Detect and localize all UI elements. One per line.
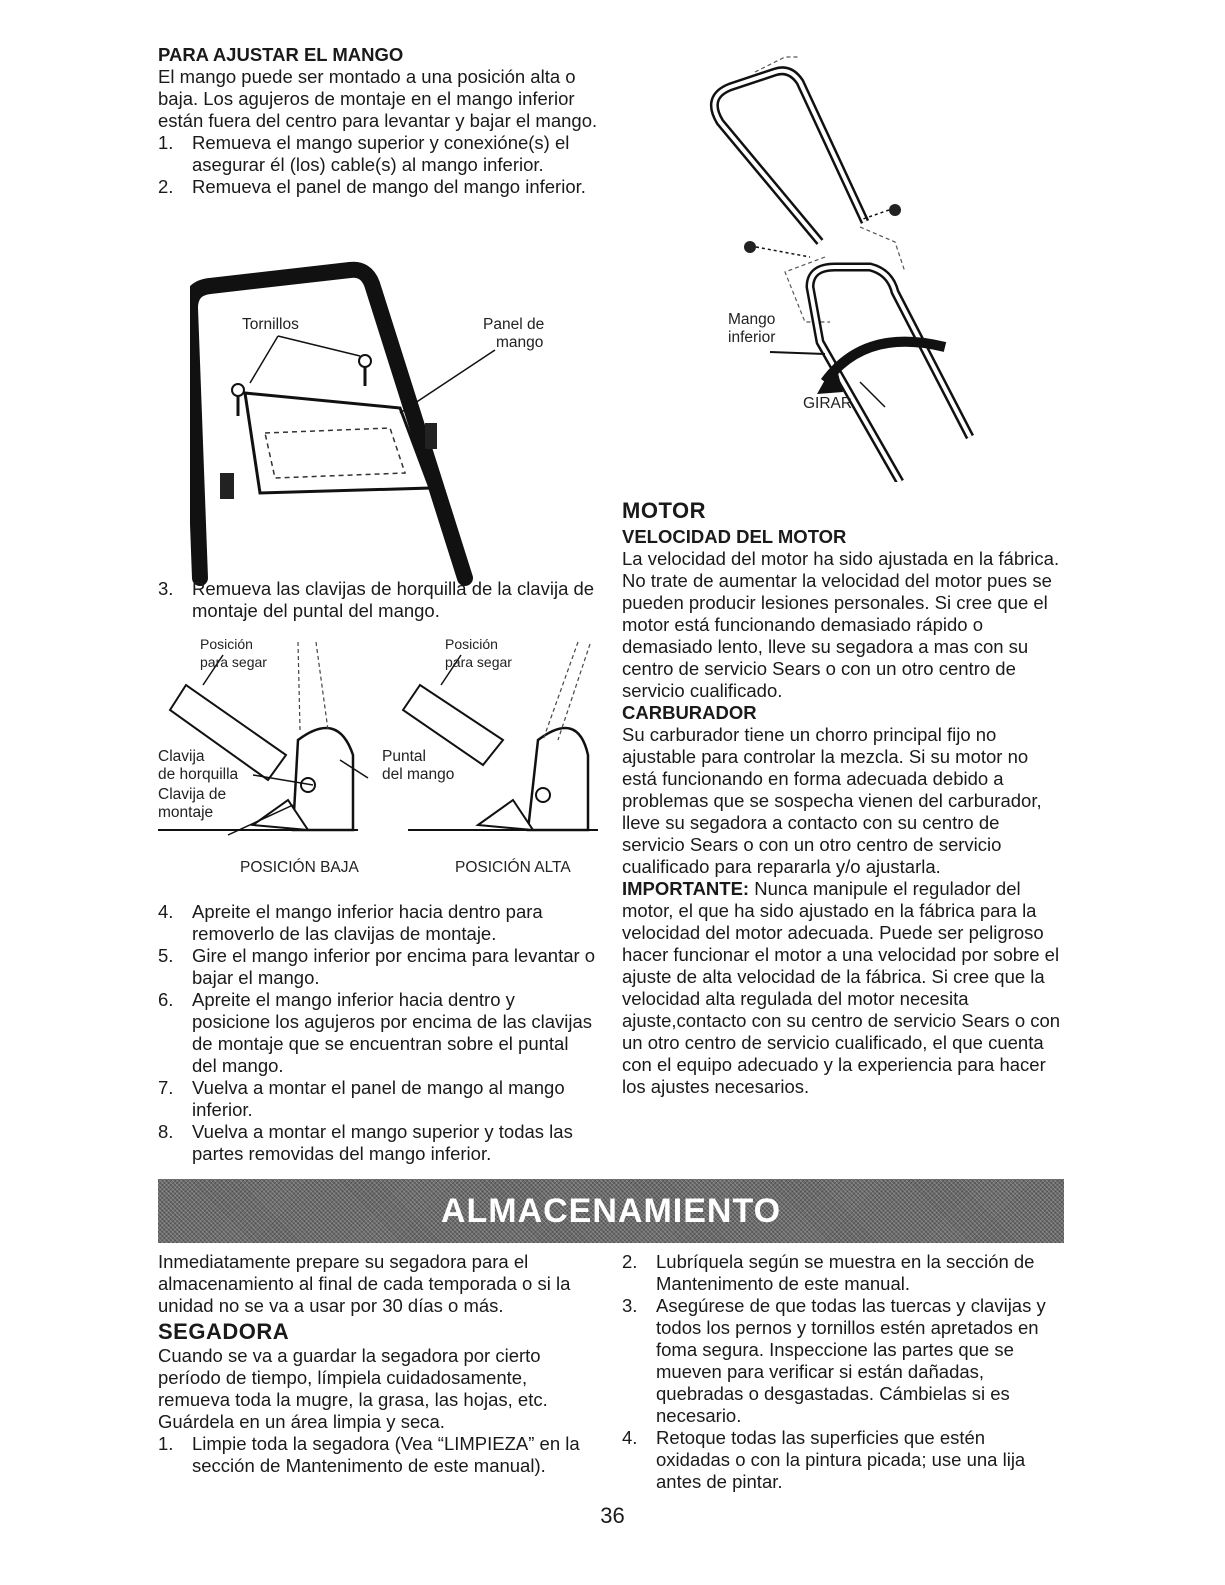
knob-icon	[860, 204, 901, 220]
step-item	[158, 989, 598, 1077]
label-posicion-low: Posición	[200, 636, 253, 652]
step-number: 7.	[158, 1077, 174, 1098]
speed-title: VELOCIDAD DEL MOTOR	[622, 526, 847, 547]
steps-a	[158, 132, 598, 198]
storage-banner-title: ALMACENAMIENTO	[440, 1191, 782, 1230]
step-text: Remueva las clavijas de horquilla de la clavija de montaje del puntal del mango.	[192, 578, 595, 621]
label-de-horquilla: de horquilla	[158, 766, 239, 783]
step-item	[622, 1427, 1062, 1493]
step-text: Remueva el panel de mango del mango inferior.	[192, 176, 586, 197]
label-tornillos: Tornillos	[242, 316, 299, 333]
step-number: 6.	[158, 989, 174, 1010]
step-text: Remueva el mango superior y conexióne(s) el asegurar él (los) cable(s) al mango inferior.	[192, 132, 570, 175]
label-para-segar-low: para segar	[200, 654, 267, 670]
screw-icon	[232, 384, 244, 416]
label-posicion-high: Posición	[445, 636, 498, 652]
handle-position-figure	[158, 630, 608, 885]
label-clavija-de: Clavija de	[158, 786, 227, 803]
step-item	[158, 1077, 598, 1121]
lower-handle-illustration	[700, 42, 1020, 482]
label-puntal: Puntal	[382, 748, 426, 765]
segadora-text: Cuando se va a guardar la segadora por cierto período de tiempo, límpiela cuidadosamente, remueva toda la mugre, la grasa, las hojas, etc. Guárdela en un área limpia y seca.	[158, 1345, 548, 1432]
step-number: 3.	[622, 1295, 638, 1316]
page-number: 36	[600, 1503, 625, 1528]
storage-banner	[158, 1179, 1064, 1243]
important-text: Nunca manipule el regulador del motor, el que ha sido ajustado en la fábrica para la velocidad del motor adecuada. Puede ser peligroso hacer funcionar el motor a una velocidad por sobre el ajuste de alta velocidad de la fábrica. Si cree que la velocidad alta regulada del motor necesita ajuste,contacto con su centro de servicio Sears o con un otro centro de servicio cualificado, el que cuenta con el equipo adecuado y la experiencia para hacer los ajustes necesarios.	[622, 878, 1061, 1097]
storage-intro: Inmediatamente prepare su segadora para el almacenamiento al final de cada temporada o si la unidad no se va a usar por 30 días o más.	[158, 1251, 571, 1316]
label-inferior: inferior	[728, 329, 776, 346]
important-label: IMPORTANTE:	[622, 878, 750, 899]
step-text: Apreite el mango inferior hacia dentro para removerlo de las clavijas de montaje.	[192, 901, 543, 944]
label-del-mango: del mango	[382, 766, 455, 783]
label-girar: GIRAR	[803, 395, 853, 412]
handle-panel-illustration	[190, 258, 570, 588]
step-text: Retoque todas las superficies que estén oxidadas o con la pintura picada; use una lija antes de pintar.	[656, 1427, 1026, 1492]
label-clavija: Clavija	[158, 748, 205, 765]
label-posicion-alta: POSICIÓN ALTA	[455, 859, 571, 876]
handle-panel-figure	[190, 258, 570, 588]
step-text: Apreite el mango inferior hacia dentro y posicione los agujeros por encima de las clavijas de montaje que se encuentran sobre el puntal del mango.	[192, 989, 593, 1076]
motor-title: MOTOR	[622, 498, 706, 523]
label-montaje: montaje	[158, 804, 214, 821]
adjust-title: PARA AJUSTAR EL MANGO	[158, 44, 404, 65]
carburetor-text: Su carburador tiene un chorro principal fijo no ajustable para controlar la mezcla. Si su motor no está funcionando en forma adecuada debido a problemas que se sospecha vienen del carburador, lleve su segadora a contacto con su centro de servicio Sears o con un otro centro de servicio cualificado para repararla y/o ajustarla.	[622, 724, 1042, 877]
step-item	[622, 1251, 1062, 1295]
step-number: 4.	[158, 901, 174, 922]
motor-section	[622, 498, 1067, 1098]
segadora-title: SEGADORA	[158, 1319, 290, 1344]
steps-c	[158, 901, 598, 1165]
adjust-section	[158, 44, 598, 198]
step-text: Vuelva a montar el mango superior y todas las partes removidas del mango inferior.	[192, 1121, 573, 1164]
step-item	[158, 1121, 598, 1165]
storage-right	[622, 1251, 1062, 1493]
step-text: Asegúrese de que todas las tuercas y clavijas y todos los pernos y tornillos estén apretados en foma segura. Inspeccione las partes que se mueven para verificar si están dañadas, quebradas o desgastadas. Cámbielas si es necesario.	[656, 1295, 1046, 1426]
step-number: 3.	[158, 578, 174, 599]
step-item	[158, 578, 598, 622]
step-item	[158, 1433, 598, 1477]
step-item	[158, 176, 598, 198]
step-number: 1.	[158, 1433, 174, 1454]
screw-icon	[359, 355, 371, 386]
knob-icon	[744, 241, 810, 257]
step-text: Vuelva a montar el panel de mango al mango inferior.	[192, 1077, 565, 1120]
lower-handle-figure	[700, 42, 1020, 482]
step-number: 8.	[158, 1121, 174, 1142]
speed-text: La velocidad del motor ha sido ajustada en la fábrica. No trate de aumentar la velocidad del motor pues se pueden producir lesiones personales. Si cree que el motor está funcionando demasiado rápido o demasiado lento, lleve su segadora a mas con su centro de servicio Sears o con un otro centro de servicio cualificado.	[622, 548, 1060, 701]
step-text: Lubríquela según se muestra en la sección de Mantenimento de este manual.	[656, 1251, 1035, 1294]
step-item	[158, 901, 598, 945]
step-number: 2.	[158, 176, 174, 197]
important-note	[622, 878, 1067, 1098]
step-item	[158, 945, 598, 989]
step-number: 1.	[158, 132, 174, 153]
steps-b	[158, 578, 598, 622]
step-item	[622, 1295, 1062, 1427]
carburetor-title: CARBURADOR	[622, 702, 757, 723]
label-mango: mango	[496, 334, 544, 351]
step-item	[158, 132, 598, 176]
adjust-intro: El mango puede ser montado a una posición alta o baja. Los agujeros de montaje en el mango inferior están fuera del centro para levantar y bajar el mango.	[158, 66, 598, 131]
step-number: 2.	[622, 1251, 638, 1272]
label-mango: Mango	[728, 311, 776, 328]
label-posicion-baja: POSICIÓN BAJA	[240, 859, 359, 876]
step-text: Limpie toda la segadora (Vea “LIMPIEZA” en la sección de Mantenimento de este manual).	[192, 1433, 580, 1476]
label-panel-de: Panel de	[483, 316, 545, 333]
storage-left	[158, 1251, 598, 1477]
label-para-segar-high: para segar	[445, 654, 512, 670]
step-number: 5.	[158, 945, 174, 966]
step-text: Gire el mango inferior por encima para levantar o bajar el mango.	[192, 945, 596, 988]
step-number: 4.	[622, 1427, 638, 1448]
